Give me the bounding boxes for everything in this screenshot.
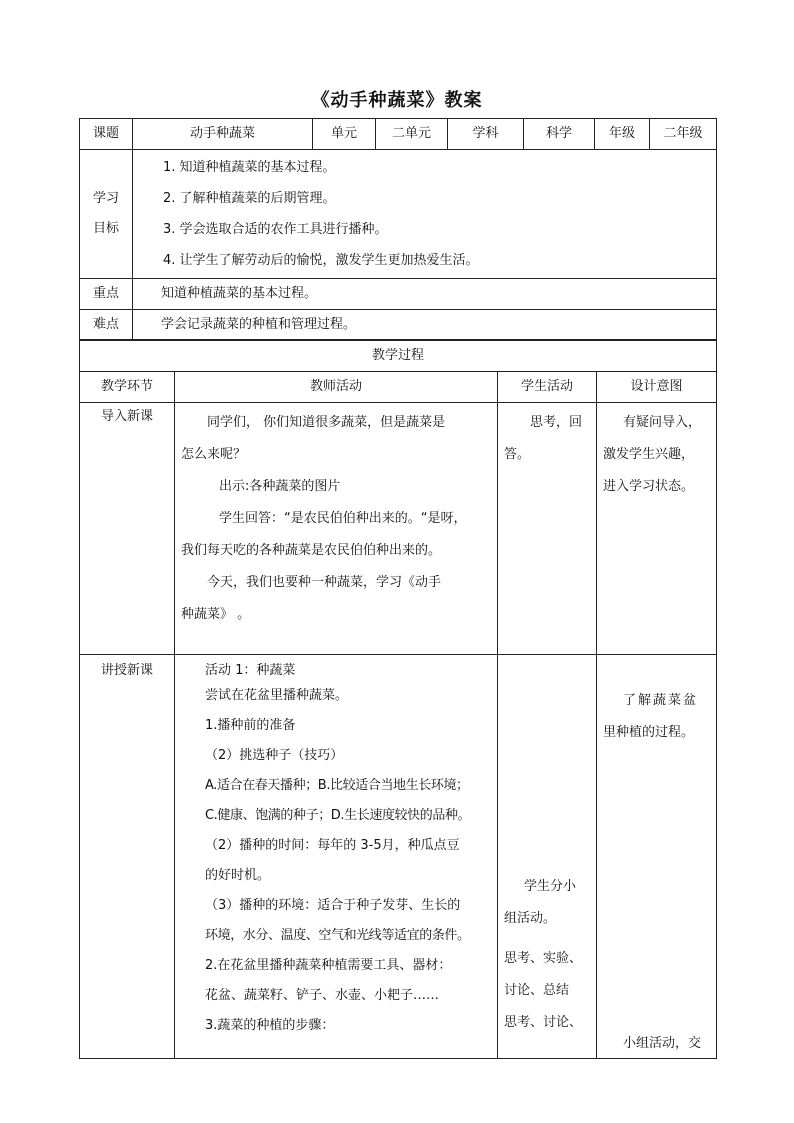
lecture-text: （2）播种的时间：每年的 3-5月，种瓜点豆 xyxy=(205,838,460,853)
subject-label: 学科 xyxy=(448,119,524,150)
header-design-intent: 设计意图 xyxy=(597,372,717,403)
grade-label: 年级 xyxy=(595,119,650,150)
topic-label: 课题 xyxy=(80,119,133,150)
goal-item: 4. 让学生了解劳动后的愉悦，激发学生更加热爱生活。 xyxy=(163,253,479,268)
intro-text: 怎么来呢？ xyxy=(181,447,247,462)
key-point-value: 知道种植蔬菜的基本过程。 xyxy=(133,279,717,310)
lecture-text: （3）播种的环境：适合于种子发芽、生长的 xyxy=(205,898,461,913)
header-teacher-activity: 教师活动 xyxy=(175,372,498,403)
goal-item: 1. 知道种植蔬菜的基本过程。 xyxy=(163,160,336,175)
spacer xyxy=(504,935,592,943)
intro-student-activity xyxy=(498,403,597,655)
intro-stage: 导入新课 xyxy=(80,403,175,655)
lecture-student-text: 学生分小 xyxy=(524,879,577,894)
goals-label xyxy=(80,150,133,279)
lecture-text: （2）挑选种子（技巧） xyxy=(205,748,344,763)
header-student-activity: 学生活动 xyxy=(498,372,597,403)
lecture-text: 2.在花盆里播种蔬菜种植需要工具、器材： xyxy=(205,958,452,973)
document-title: 《动手种蔬菜》教案 xyxy=(311,90,483,111)
difficulty-label: 难点 xyxy=(80,310,133,341)
lecture-text: A.适合在春天播种；B.比较适合当地生长环境； xyxy=(205,778,469,793)
goals-label-line-1: 学习 xyxy=(92,191,119,206)
lecture-student-text: 组活动。 xyxy=(504,911,557,926)
intro-student-text: 思考，回 xyxy=(530,415,583,430)
intro-intent-text: 激发学生兴趣， xyxy=(603,447,695,462)
goals-label-line-2: 目标 xyxy=(92,221,119,236)
intro-student-text: 答。 xyxy=(504,447,531,462)
lecture-text: 尝试在花盆里播种蔬菜。 xyxy=(205,688,349,703)
lecture-text: 1.播种前的准备 xyxy=(205,718,296,733)
lecture-text: 3.蔬菜的种植的步骤： xyxy=(205,1018,335,1033)
topic-value: 动手种蔬菜 xyxy=(133,119,313,150)
key-point-label: 重点 xyxy=(80,279,133,310)
lecture-design-intent xyxy=(597,655,717,1059)
intro-text: 种蔬菜》 。 xyxy=(181,607,251,622)
grade-value: 二年级 xyxy=(650,119,717,150)
lecture-text: 环境，水分、温度、空气和光线等适宜的条件。 xyxy=(205,928,470,943)
lecture-text: 的好时机。 xyxy=(205,868,271,883)
intro-text: 今天，我们也要种一种蔬菜，学习《动手 xyxy=(207,575,442,590)
lecture-teacher-activity xyxy=(175,655,498,1059)
unit-value: 二单元 xyxy=(376,119,448,150)
lecture-stage: 讲授新课 xyxy=(80,655,175,1059)
header-stage: 教学环节 xyxy=(80,372,175,403)
lecture-student-text: 思考、实验、 xyxy=(504,951,583,966)
difficulty-value: 学会记录蔬菜的种植和管理过程。 xyxy=(133,310,717,341)
intro-design-intent xyxy=(597,403,717,655)
lecture-text: C.健康、饱满的种子；D.生长速度较快的品种。 xyxy=(205,808,471,823)
lecture-intent-text: 里种植的过程。 xyxy=(603,725,695,740)
intro-text: 同学们， 你们知道很多蔬菜，但是蔬菜是 xyxy=(207,415,446,430)
intro-intent-text: 进入学习状态。 xyxy=(603,479,695,494)
goal-item: 2. 了解种植蔬菜的后期管理。 xyxy=(163,191,336,206)
goals-list xyxy=(133,150,717,279)
lecture-intent-text: 了解蔬菜盆 xyxy=(623,693,699,708)
lecture-text: 活动 1：种蔬菜 xyxy=(205,663,296,678)
intro-text: 出示:各种蔬菜的图片 xyxy=(219,479,341,494)
unit-label: 单元 xyxy=(313,119,376,150)
process-section-title: 教学过程 xyxy=(80,340,717,372)
lecture-student-text: 思考、讨论、 xyxy=(504,1015,583,1030)
subject-value: 科学 xyxy=(524,119,595,150)
goal-item: 3. 学会选取合适的农作工具进行播种。 xyxy=(163,222,388,237)
intro-text: 我们每天吃的各种蔬菜是农民伯伯种出来的。 xyxy=(181,543,442,558)
teaching-process-table xyxy=(79,339,717,1059)
intro-teacher-activity xyxy=(175,403,498,655)
lecture-student-activity xyxy=(498,655,597,1059)
intro-text: 学生回答：“是农民伯伯种出来的。“是呀， xyxy=(219,511,467,526)
lecture-intent-text: 小组活动，交 xyxy=(623,1036,702,1051)
lecture-student-text: 讨论、总结 xyxy=(504,983,570,998)
lesson-info-table xyxy=(79,118,717,341)
lecture-text: 花盆、蔬菜籽、铲子、水壶、小耙子…… xyxy=(205,988,440,1003)
intro-intent-text: 有疑问导入， xyxy=(623,415,702,430)
